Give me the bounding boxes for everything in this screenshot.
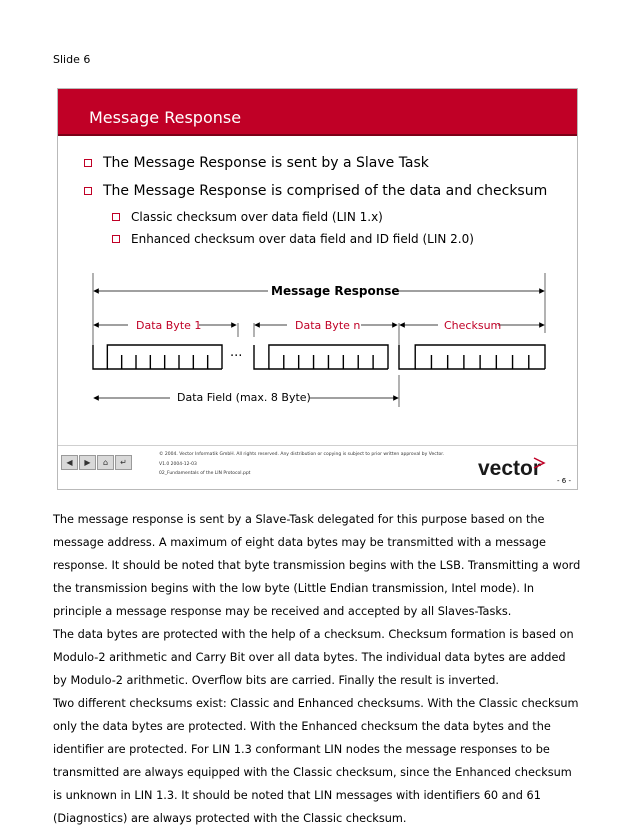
checksum-label: Checksum — [444, 319, 502, 332]
slide-panel — [57, 88, 578, 490]
forward-icon[interactable]: ▶ — [79, 455, 96, 470]
body-text — [53, 508, 583, 830]
paragraph: The message response is sent by a Slave-Task delegated for this purpose based on the message address. A maximum of eight data bytes may be transmitted with a message response. It should be noted that byte transmission begins with the LSB. Transmitting a word the transmission begins with the low byte (Little Endian transmission, Intel mode). In principle a message response may be received and accepted by all Slaves-Tasks. — [53, 513, 581, 618]
footer-separator — [58, 445, 577, 446]
home-icon[interactable]: ⌂ — [97, 455, 114, 470]
byte-frame-waveform — [93, 345, 222, 369]
slide-title: Message Response — [89, 108, 242, 127]
sub-bullet-text: Enhanced checksum over data field and ID field (LIN 2.0) — [131, 232, 474, 246]
paragraph: Two different checksums exist: Classic and Enhanced checksums. With the Classic checksum only the data bytes are protected. With the Enhanced checksum the data bytes and the identifier are protected. For LIN 1.3 conformant LIN nodes the message responses to be transmitted are always equipped with the Classic checksum, since the Enhanced checksum is unknown in LIN 1.3. It should be noted that LIN messages with identifiers 60 and 61 (Diagnostics) are always protected with the Classic checksum. — [53, 697, 579, 825]
version-text: V1.0 2004-12-03 — [159, 462, 197, 467]
ellipsis: ... — [230, 345, 243, 360]
data-field-label: Data Field (max. 8 Byte) — [177, 391, 311, 404]
file-name-text: 02_Fundamentals of the LIN Protocol.ppt — [159, 471, 251, 476]
bullet-text: The Message Response is comprised of the data and checksum — [103, 183, 548, 199]
svg-text:vector: vector — [478, 457, 542, 479]
back-icon[interactable]: ◀ — [61, 455, 78, 470]
byte-frame-waveform — [399, 345, 545, 369]
paragraph: The data bytes are protected with the help of a checksum. Checksum formation is based on Modulo-2 arithmetic and Carry Bit over all data bytes. The individual data bytes are added by Modulo-2 arithmetic. Overflow bits are carried. Finally the result is inverted. — [53, 628, 574, 687]
bullet-text: The Message Response is sent by a Slave Task — [103, 155, 429, 171]
byte-frame-waveform — [254, 345, 388, 369]
slide-navigation — [61, 455, 132, 470]
vector-logo — [476, 455, 551, 483]
data-byte-n-label: Data Byte n — [295, 319, 361, 332]
page-number: - 6 - — [557, 477, 571, 485]
message-response-label: Message Response — [271, 284, 400, 298]
sub-bullet-text: Classic checksum over data field (LIN 1.x) — [131, 210, 383, 224]
return-icon[interactable]: ↵ — [115, 455, 132, 470]
slide-number-label: Slide 6 — [53, 53, 91, 66]
copyright-text: © 2004. Vector Informatik GmbH. All rights reserved. Any distribution or copying is subject to prior written approval by Vector. — [159, 452, 445, 457]
data-byte-1-label: Data Byte 1 — [136, 319, 202, 332]
